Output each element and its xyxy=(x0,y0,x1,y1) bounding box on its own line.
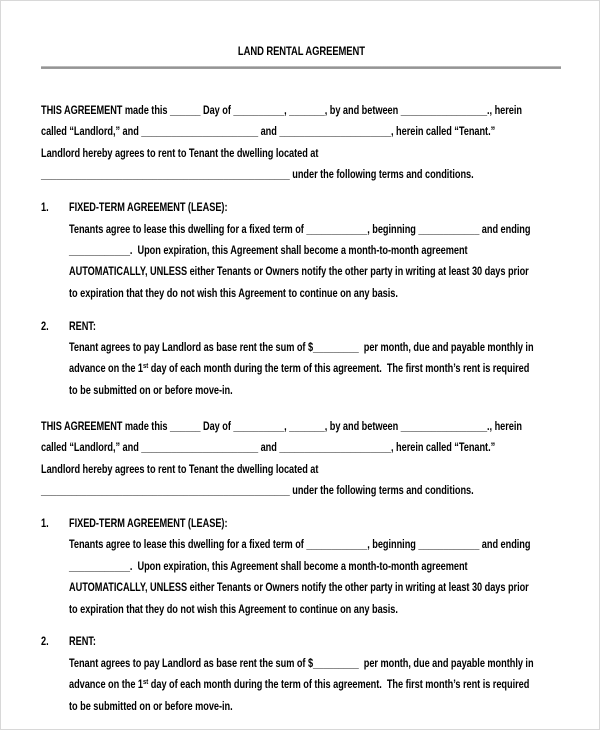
section-body xyxy=(69,198,561,305)
line-text: advance on the 1 xyxy=(69,363,144,376)
agreement-copy-1 xyxy=(41,101,561,402)
section-fixed-term xyxy=(41,198,561,305)
section-heading: RENT: xyxy=(69,636,96,649)
section-line: Tenant agrees to pay Landlord as base rent the sum of $_________ per month, due and payable monthly in xyxy=(69,657,534,670)
intro-line-4: _________________________________________________ under the following terms and conditions. xyxy=(41,169,474,182)
section-line-with-ordinal xyxy=(69,675,530,696)
section-line: AUTOMATICALLY, UNLESS either Tenants or Owners notify the other party in writing at least 30 days prior xyxy=(69,266,529,279)
intro-line-2: called “Landlord,” and _______________________ and ______________________, herein called “Tenant.” xyxy=(41,126,496,139)
intro-line-3: Landlord hereby agrees to rent to Tenant the dwelling located at xyxy=(41,147,319,160)
ordinal-superscript: st xyxy=(143,677,149,687)
section-line: Tenant agrees to pay Landlord as base rent the sum of $_________ per month, due and payable monthly in xyxy=(69,342,534,355)
section-line: AUTOMATICALLY, UNLESS either Tenants or Owners notify the other party in writing at least 30 days prior xyxy=(69,582,529,595)
section-number: 2. xyxy=(41,636,49,649)
line-text: advance on the 1 xyxy=(69,679,144,692)
section-line: Tenants agree to lease this dwelling for a fixed term of ____________, beginning ____________ and ending xyxy=(69,223,531,236)
section-line: ____________. Upon expiration, this Agreement shall become a month-to-month agreement xyxy=(69,560,468,573)
line-text: day of each month during the term of this agreement. The first month’s rent is required xyxy=(148,363,530,376)
section-rent xyxy=(41,632,561,718)
section-line: to expiration that they do not wish this Agreement to continue on any basis. xyxy=(69,603,398,616)
intro-line-2: called “Landlord,” and _______________________ and ______________________, herein called “Tenant.” xyxy=(41,442,496,455)
intro-line-1: THIS AGREEMENT made this ______ Day of __________, _______, by and between _________________., herein xyxy=(41,105,522,117)
section-fixed-term xyxy=(41,514,561,621)
section-line-with-ordinal xyxy=(69,359,530,380)
intro-line-3: Landlord hereby agrees to rent to Tenant the dwelling located at xyxy=(41,463,319,476)
agreement-copy-2 xyxy=(41,417,561,718)
intro-line-1: THIS AGREEMENT made this ______ Day of __________, _______, by and between _________________., herein xyxy=(41,420,522,433)
section-rent xyxy=(41,317,561,403)
section-heading: RENT: xyxy=(69,320,96,333)
intro-line-4: _________________________________________________ under the following terms and conditions. xyxy=(41,485,474,497)
intro-paragraph xyxy=(41,101,561,187)
section-number: 1. xyxy=(41,202,49,215)
section-heading: FIXED-TERM AGREEMENT (LEASE): xyxy=(69,202,228,215)
section-body xyxy=(69,317,561,403)
section-line: to be submitted on or before move-in. xyxy=(69,384,233,397)
section-body xyxy=(69,514,561,621)
section-number: 2. xyxy=(41,320,49,333)
page-title-text: LAND RENTAL AGREEMENT xyxy=(237,46,365,58)
section-line: ____________. Upon expiration, this Agreement shall become a month-to-month agreement xyxy=(69,244,468,257)
line-text: day of each month during the term of this agreement. The first month’s rent is required xyxy=(148,679,530,692)
document-content xyxy=(1,1,599,718)
section-body xyxy=(69,632,561,718)
section-line: Tenants agree to lease this dwelling for a fixed term of ____________, beginning ____________ and ending xyxy=(69,539,531,552)
section-line: to expiration that they do not wish this Agreement to continue on any basis. xyxy=(69,287,398,300)
ordinal-superscript: st xyxy=(143,361,149,371)
title-rule xyxy=(41,66,561,69)
section-heading: FIXED-TERM AGREEMENT (LEASE): xyxy=(69,517,228,530)
section-number: 1. xyxy=(41,517,49,530)
intro-paragraph xyxy=(41,417,561,503)
page-title xyxy=(41,46,561,59)
section-line: to be submitted on or before move-in. xyxy=(69,700,233,713)
